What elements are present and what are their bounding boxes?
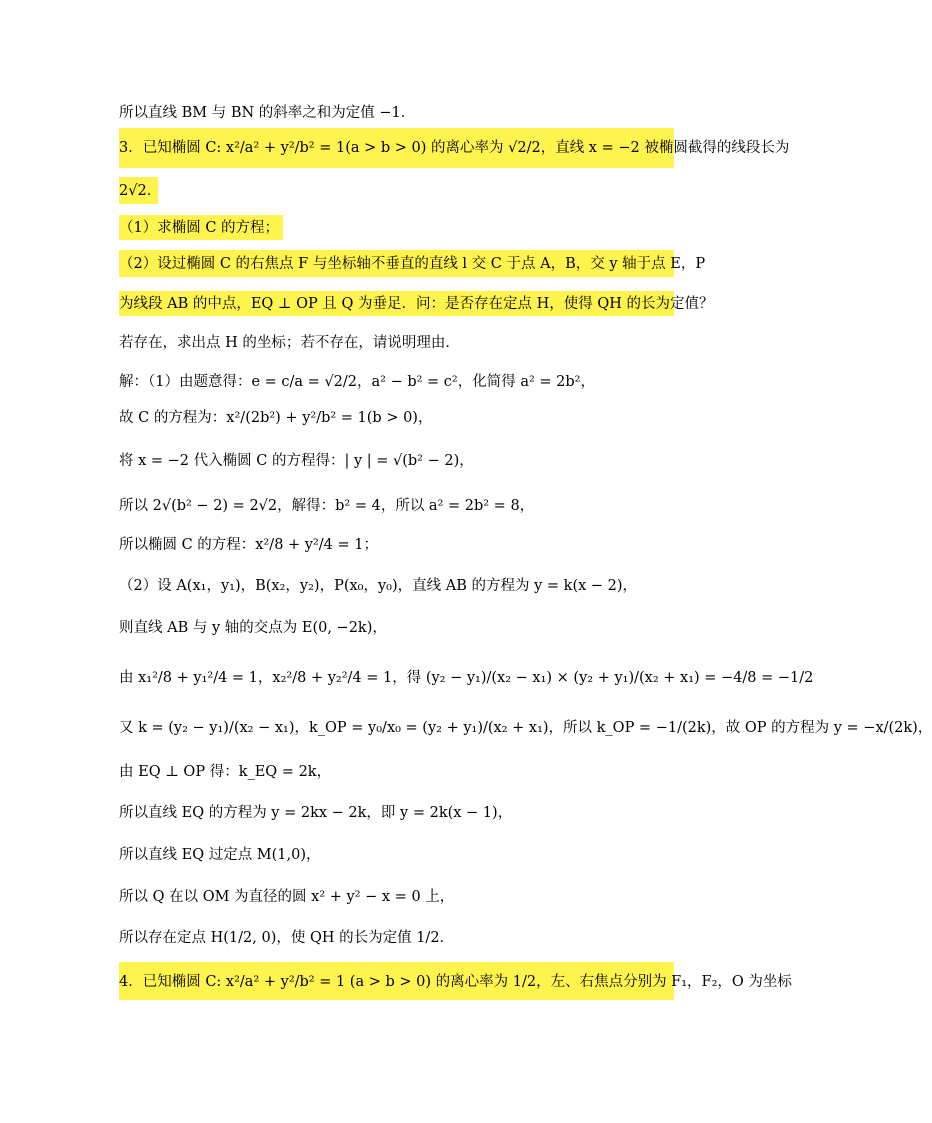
problem-3-part-2: （2）设过椭圆 C 的右焦点 F 与坐标轴不垂直的直线 l 交 C 于点 A，B，交 y 轴于点 E，P [119, 256, 706, 272]
solution-step-2: 故 C 的方程为：x²/(2b²) + y²/b² = 1(b > 0)， [119, 410, 433, 426]
solution-step-5: 所以椭圆 C 的方程：x²/8 + y²/4 = 1； [119, 537, 378, 553]
solution-step-8: 由 x₁²/8 + y₁²/4 = 1，x₂²/8 + y₂²/4 = 1，得 (y₂ − y₁)/(x₂ − x₁) × (y₂ + y₁)/(x₂ + x₁) = −4/8 = −1/2 [119, 670, 814, 686]
problem-3-part-1: （1）求椭圆 C 的方程； [119, 220, 280, 236]
problem-4-statement: 4．已知椭圆 C: x²/a² + y²/b² = 1 (a > b > 0) 的离心率为 1/2，左、右焦点分别为 F₁，F₂，O 为坐标 [119, 974, 792, 990]
solution-step-12: 所以直线 EQ 过定点 M(1,0)， [119, 847, 321, 863]
solution-step-10: 由 EQ ⊥ OP 得：k_EQ = 2k， [119, 764, 332, 780]
problem-3-statement-cont: 2√2． [119, 183, 162, 199]
problem-3-statement: 3．已知椭圆 C: x²/a² + y²/b² = 1(a > b > 0) 的离心率为 √2/2，直线 x = −2 被椭圆截得的线段长为 [119, 140, 790, 156]
line-conclusion-prev: 所以直线 BM 与 BN 的斜率之和为定值 −1． [119, 105, 416, 121]
solution-step-11: 所以直线 EQ 的方程为 y = 2kx − 2k，即 y = 2k(x − 1)， [119, 805, 513, 821]
solution-step-6: （2）设 A(x₁，y₁)，B(x₂，y₂)，P(x₀，y₀)，直线 AB 的方程为 y = k(x − 2)， [119, 578, 638, 594]
problem-3-part-2-cont2: 若存在，求出点 H 的坐标；若不存在，请说明理由． [119, 335, 460, 351]
solution-step-3: 将 x = −2 代入椭圆 C 的方程得：| y | = √(b² − 2)， [119, 453, 474, 469]
solution-step-4: 所以 2√(b² − 2) = 2√2，解得：b² = 4，所以 a² = 2b² = 8， [119, 498, 535, 514]
solution-step-1: 解：（1）由题意得：e = c/a = √2/2，a² − b² = c²，化简得 a² = 2b²， [119, 374, 595, 390]
solution-step-14: 所以存在定点 H(1/2, 0)，使 QH 的长为定值 1/2． [119, 930, 455, 946]
solution-step-7: 则直线 AB 与 y 轴的交点为 E(0, −2k)， [119, 620, 387, 636]
solution-step-13: 所以 Q 在以 OM 为直径的圆 x² + y² − x = 0 上， [119, 889, 455, 905]
problem-3-part-2-cont: 为线段 AB 的中点，EQ ⊥ OP 且 Q 为垂足．问：是否存在定点 H，使得 QH 的长为定值？ [119, 296, 714, 312]
solution-step-9: 又 k = (y₂ − y₁)/(x₂ − x₁)，k_OP = y₀/x₀ = (y₂ + y₁)/(x₂ + x₁)，所以 k_OP = −1/(2k)，故 OP 的方程为 y = −x/(2k)， [119, 720, 932, 736]
